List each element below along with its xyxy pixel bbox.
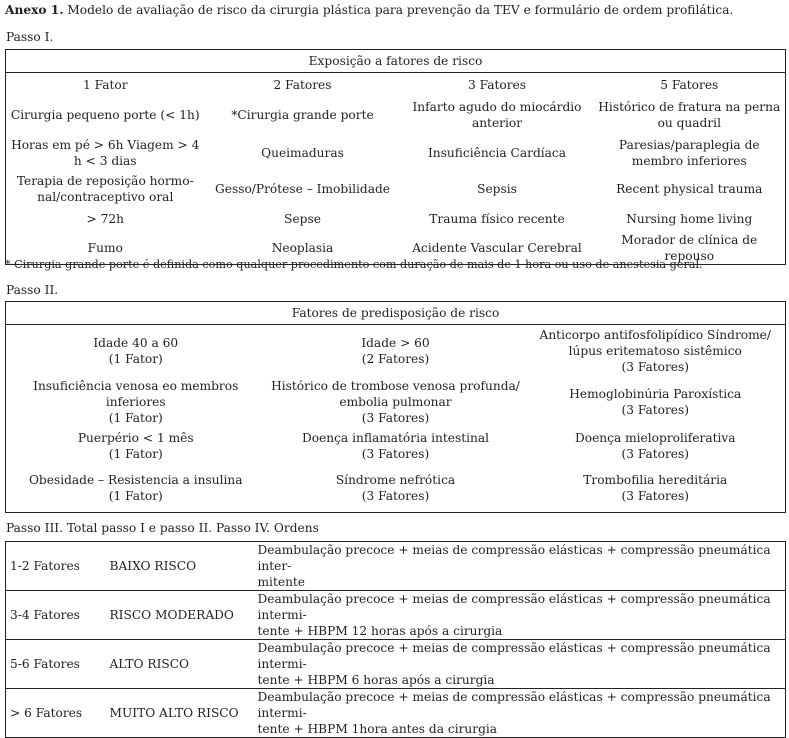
table-cell — [6, 134, 205, 171]
table-cell-line: ou quadril — [657, 116, 721, 130]
column-header: 2 Fatores — [273, 77, 332, 92]
table-cell-line: Doença inflamatória intestinal — [301, 430, 490, 445]
column-header: 3 Fatores — [467, 77, 527, 92]
table-cell-line: (3 Fatores) — [361, 489, 430, 504]
table-cell-line: Sepsis — [477, 181, 517, 196]
table-cell-line: Hemoglobinúria Paroxística — [569, 386, 742, 401]
factor-count: 3-4 Fatores — [6, 591, 106, 640]
table-cell — [526, 427, 786, 465]
table-cell — [594, 206, 786, 232]
table-cell — [6, 377, 266, 427]
table-cell-line: Anticorpo antifosfolipídico Síndrome/ — [539, 327, 771, 342]
table-cell — [401, 134, 594, 171]
orders-text-line: Deambulação precoce + meias de compressão elásticas + compressão pneumática inter- — [257, 543, 771, 573]
table-cell — [205, 206, 401, 232]
orders-text — [254, 542, 786, 591]
table-cell-line: embolia pulmonar — [339, 394, 452, 409]
table-cell — [6, 171, 205, 206]
table-cell-line: anterior — [471, 116, 523, 130]
orders-text-line: mitente — [257, 575, 306, 589]
column-header: 5 Fatores — [660, 77, 719, 92]
table-row — [6, 427, 786, 465]
risk-exposure-table — [5, 49, 786, 265]
caption-text: Modelo de avaliação de risco da cirurgia plástica para prevenção da TEV e formulário de ordem profilática. — [63, 3, 734, 17]
step3-title: Passo III. Total passo I e passo II. Passo IV. Ordens — [6, 521, 319, 535]
table-cell-line: membro inferiores — [631, 153, 747, 168]
table-cell — [526, 465, 786, 513]
table-cell — [6, 465, 266, 513]
table-cell-line: Terapia de reposição hormo- — [16, 173, 194, 188]
table-row — [6, 134, 786, 171]
risk-level: ALTO RISCO — [106, 640, 254, 689]
table-cell — [6, 206, 205, 232]
table-cell-line: Recent physical trauma — [616, 181, 763, 196]
table-cell-line: Síndrome nefrótica — [335, 473, 456, 488]
table-cell-line: Paresias/paraplegia de — [618, 137, 760, 152]
table-cell-line: Insuficiência venosa eo membros inferiores — [33, 378, 239, 409]
table-cell — [594, 96, 786, 134]
orders-text — [254, 640, 786, 689]
risk-level: MUITO ALTO RISCO — [106, 689, 254, 738]
table-cell-line: Obesidade – Resistencia a insulina — [28, 473, 243, 488]
orders-text-line: Deambulação precoce + meias de compressão elásticas + compressão pneumática intermi- — [257, 641, 771, 671]
orders-text — [254, 591, 786, 640]
step2-title: Passo II. — [6, 283, 59, 297]
table-cell-line: lúpus eritematoso sistêmico — [568, 343, 742, 358]
table-cell-line: (1 Fator) — [108, 489, 163, 504]
table-cell-line: Gesso/Prótese – Imobilidade — [215, 181, 390, 196]
table-cell — [205, 134, 401, 171]
table-cell-line: Idade > 60 — [361, 335, 430, 350]
table-cell — [401, 96, 594, 134]
table-cell-line: (3 Fatores) — [361, 446, 430, 461]
table-cell — [205, 171, 401, 206]
table-cell-line: Morador de clínica de repouso — [621, 233, 758, 263]
factor-count: > 6 Fatores — [6, 689, 106, 738]
orders-text-line: Deambulação precoce + meias de compressão elásticas + compressão pneumática intermi- — [257, 592, 771, 622]
table-cell-line: h < 3 dias — [73, 153, 137, 168]
table-row — [6, 96, 786, 134]
step1-title: Passo I. — [6, 30, 54, 44]
table-cell-line: Histórico de trombose venosa profunda/ — [271, 378, 520, 393]
risk-level: BAIXO RISCO — [106, 542, 254, 591]
table-cell-line: Idade 40 a 60 — [93, 335, 179, 350]
table-cell-line: Sepse — [284, 212, 321, 226]
table-cell-line: > 72h — [86, 212, 124, 226]
table-cell-line: (3 Fatores) — [621, 446, 690, 461]
orders-text-line: Deambulação precoce + meias de compressão elásticas + compressão pneumática intermi- — [257, 690, 771, 720]
column-header: 1 Fator — [82, 77, 128, 92]
table-cell — [266, 427, 526, 465]
table-cell-line: Doença mieloproliferativa — [574, 430, 736, 445]
table-cell-line: Queimaduras — [261, 145, 344, 160]
table-cell-line: Insuficiência Cardíaca — [427, 145, 567, 160]
table-cell — [401, 206, 594, 232]
table-cell-line: *Cirurgia grande porte — [231, 108, 374, 122]
order-row — [6, 689, 786, 738]
predisposition-title: Fatores de predisposição de risco — [6, 302, 786, 325]
table-cell — [266, 465, 526, 513]
table-cell — [526, 377, 786, 427]
table-cell — [6, 96, 205, 134]
order-row — [6, 640, 786, 689]
table-cell — [266, 377, 526, 427]
table-row — [6, 171, 786, 206]
order-row — [6, 542, 786, 591]
table-cell-line: Infarto agudo do miocárdio — [412, 100, 582, 114]
table-cell — [6, 325, 266, 377]
table-cell-line: (3 Fatores) — [621, 489, 690, 504]
table-row — [6, 206, 786, 232]
caption-label: Anexo 1. — [5, 3, 64, 17]
table-cell-line: Trombofilia hereditária — [583, 473, 728, 488]
table-cell-line: Horas em pé > 6h Viagem > 4 — [11, 137, 200, 152]
factor-count: 5-6 Fatores — [6, 640, 106, 689]
table-cell-line: (1 Fator) — [108, 446, 163, 461]
risk-level: RISCO MODERADO — [106, 591, 254, 640]
orders-text-line: tente + HBPM 1hora antes da cirurgia — [257, 722, 498, 736]
table-cell-line: (3 Fatores) — [621, 402, 690, 417]
orders-table — [5, 541, 786, 738]
order-row — [6, 591, 786, 640]
orders-text — [254, 689, 786, 738]
table-cell-line: Cirurgia pequeno porte (< 1h) — [10, 108, 200, 122]
factor-count: 1-2 Fatores — [6, 542, 106, 591]
orders-text-line: tente + HBPM 6 horas após a cirurgia — [257, 673, 495, 687]
footnote: * Cirurgia grande porte é definida como qualquer procedimento com duração de mais de 1 hora ou uso de anestesia geral. — [5, 258, 703, 271]
table-caption — [5, 2, 785, 18]
table-row — [6, 377, 786, 427]
table-cell-line: nal/contraceptivo oral — [37, 189, 174, 204]
table-cell-line: Nursing home living — [626, 212, 753, 226]
table-cell-line: Puerpério < 1 mês — [77, 430, 194, 445]
table-cell — [205, 96, 401, 134]
table-cell — [594, 171, 786, 206]
table-cell-line: Neoplasia — [271, 241, 334, 255]
table-cell-line: (3 Fatores) — [621, 359, 690, 374]
table-cell — [6, 427, 266, 465]
table-cell-line: (1 Fator) — [108, 410, 163, 425]
table-cell-line: Fumo — [87, 241, 123, 255]
table-cell — [594, 134, 786, 171]
table-cell-line: Trauma físico recente — [429, 212, 565, 226]
table-cell-line: Acidente Vascular Cerebral — [412, 241, 582, 255]
table-cell-line: (2 Fatores) — [361, 351, 430, 366]
table-cell-line: (3 Fatores) — [361, 410, 430, 425]
table-cell-line: (1 Fator) — [108, 351, 163, 366]
table-cell — [401, 171, 594, 206]
predisposition-table — [5, 301, 786, 513]
table-cell — [266, 325, 526, 377]
orders-text-line: tente + HBPM 12 horas após a cirurgia — [257, 624, 503, 638]
risk-exposure-title: Exposição a fatores de risco — [6, 50, 786, 73]
table-row — [6, 325, 786, 377]
table-cell-line: Histórico de fratura na perna — [598, 100, 781, 114]
table-cell — [526, 325, 786, 377]
table-row — [6, 465, 786, 513]
